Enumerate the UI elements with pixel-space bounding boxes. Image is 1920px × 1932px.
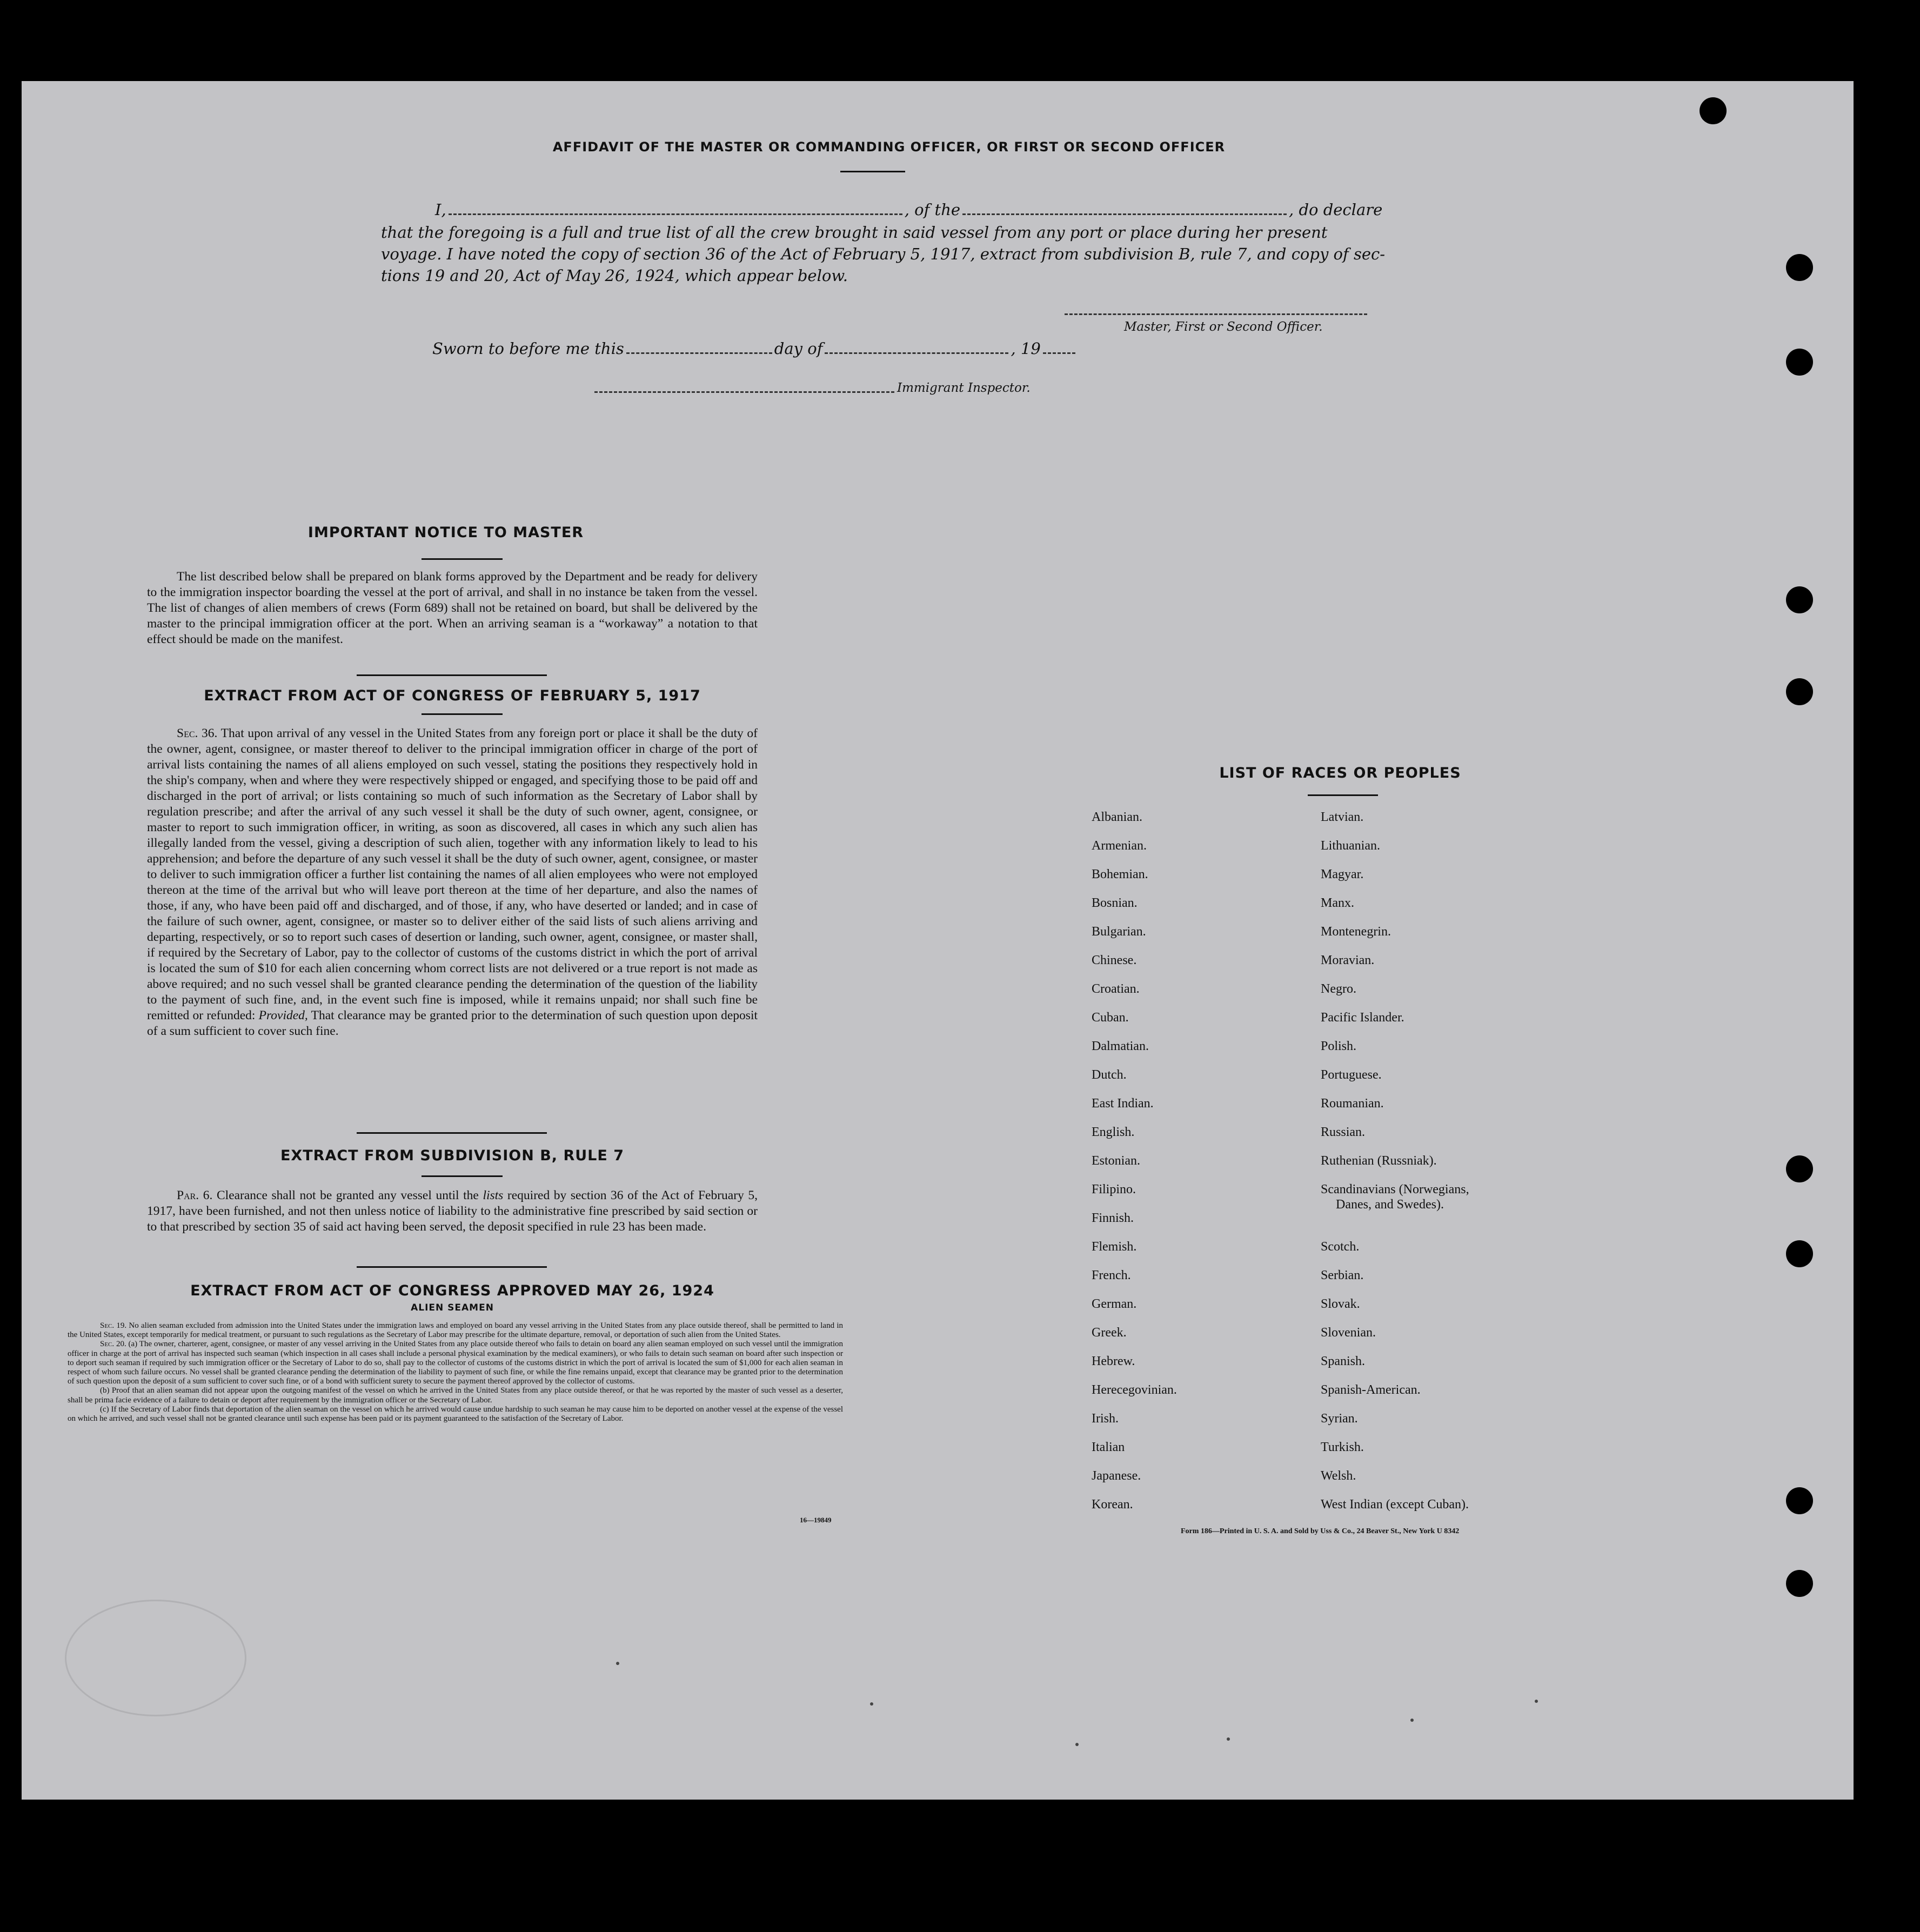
sworn-line xyxy=(432,338,1078,359)
rule-7-end-rule xyxy=(357,1266,547,1268)
rule-7-rule xyxy=(422,1175,503,1177)
notice-body: The list described below shall be prepared on blank forms approved by the Department and be ready for delivery to the immigration inspector boarding the vessel at the port of arrival, and shall in no instance be taken from the vessel. The list of changes of alien members of crews (Form 689) shall not be retained on board, but shall be delivered by the master to the principal immigration officer at the port. When an arriving seaman is a “workaway” a notation to that effect should be made on the manifest. xyxy=(147,570,758,646)
day-of-label: day of xyxy=(774,339,823,358)
race-left-item: Herecegovinian. xyxy=(1092,1383,1177,1397)
par-6-label: Par. 6. xyxy=(177,1188,213,1202)
race-left-item: Bulgarian. xyxy=(1092,925,1146,939)
notice-title: IMPORTANT NOTICE TO MASTER xyxy=(307,524,584,541)
punch-hole xyxy=(1786,1155,1813,1182)
race-right-item: Lithuanian. xyxy=(1321,839,1380,853)
sworn-label: Sworn to before me this xyxy=(432,339,624,358)
race-right-item: Slovenian. xyxy=(1321,1326,1376,1340)
punch-hole xyxy=(1786,1487,1813,1514)
race-right-item: Portuguese. xyxy=(1321,1068,1382,1082)
name-blank xyxy=(449,200,902,215)
race-left-item: Croatian. xyxy=(1092,982,1140,996)
lists-word: lists xyxy=(483,1188,504,1202)
race-right-item: West Indian (except Cuban). xyxy=(1321,1498,1469,1512)
extract-1917-rule xyxy=(422,713,503,715)
extract-1924-body xyxy=(68,1321,843,1423)
race-right-item: Montenegrin. xyxy=(1321,925,1391,939)
race-left-item: Chinese. xyxy=(1092,953,1137,967)
sec-36-text: That upon arrival of any vessel in the United States from any foreign port or place it shall be the duty of the owner, agent, consignee, or master thereof to deliver to the principal immigration officer in charge of the port of arrival lists containing the names of all aliens employed on such vessel, stating the positions they respectively hold in the ship's company, when and where they were respectively shipped or engaged, and specifying those to be paid off and discharged in the port of arrival; or lists containing so much of such information as the Secretary of Labor shall by regulation prescribe; and after the arrival of any such vessel it shall be the duty of such owner, agent, consignee, or master to report to such immigration officer, in writing, as soon as discovered, all cases in which any such alien has illegally landed from the vessel, giving a description of such alien, together with any information likely to lead to his apprehension; and before the departure of any such vessel it shall be the duty of such owner, agent, consignee, or master to deliver to such immigration officer a further list containing the names of all alien employees who were not employed thereon at the time of the arrival but who will leave port thereon at the time of her departure, and also the names of those, if any, who have been paid off and discharged, and of those, if any, who have deserted or landed; and in case of the failure of such owner, agent, consignee, or master so to deliver either of the said lists of such aliens arriving and departing, respectively, or so to report such cases of desertion or landing, such owner, agent, consignee, or master shall, if required by the Secretary of Labor, pay to the collector of customs of the customs district in which the port of arrival is located the sum of $10 for each alien concerning whom correct lists are not delivered or a true report is not made as above required; and no such vessel shall be granted clearance pending the determination of the question of the liability to the payment of such fine, and, in the event such fine is imposed, while it remains unpaid; nor shall such fine be remitted or refunded: xyxy=(147,726,758,1022)
punch-hole xyxy=(1786,254,1813,281)
race-left-item: Dutch. xyxy=(1092,1068,1127,1082)
extract-1924-subtitle: ALIEN SEAMEN xyxy=(411,1302,494,1313)
affidavit-title: AFFIDAVIT OF THE MASTER OR COMMANDING OFFICER, OR FIRST OR SECOND OFFICER xyxy=(552,139,1226,155)
race-left-item: Korean. xyxy=(1092,1498,1133,1512)
race-right-item: Latvian. xyxy=(1321,810,1364,824)
race-left-item: German. xyxy=(1092,1297,1137,1311)
sworn-month-blank xyxy=(825,339,1008,354)
speck xyxy=(1410,1719,1414,1722)
notice-end-rule xyxy=(357,674,547,676)
punch-hole xyxy=(1700,97,1727,124)
sec-20c-paragraph: (c) If the Secretary of Labor finds that deportation of the alien seaman on the vessel on which he arrived would cause undue hardship to such seaman he may cause him to be deported on another vessel at the expense of the vessel on which he arrived, and such vessel shall not be granted clearance until such expense has been paid or its payment guaranteed to the satisfaction of the Secretary of Labor. xyxy=(68,1405,843,1423)
race-right-item: Negro. xyxy=(1321,982,1356,996)
affidavit-line-3: voyage. I have noted the copy of section 36 of the Act of February 5, 1917, extract from subdivision B, rule 7, and copy of sec- xyxy=(381,245,1386,263)
speck xyxy=(1227,1737,1230,1741)
year-label: , 19 xyxy=(1011,339,1041,358)
speck xyxy=(616,1662,619,1665)
faded-stamp xyxy=(65,1600,246,1716)
race-right-item: Polish. xyxy=(1321,1039,1357,1053)
vessel-blank xyxy=(962,200,1287,215)
race-right-item: Syrian. xyxy=(1321,1412,1358,1426)
race-left-item: Flemish. xyxy=(1092,1240,1137,1254)
par-6-text-a: Clearance shall not be granted any vessel until the xyxy=(216,1188,479,1202)
sec-20-label: Sec. 20. xyxy=(100,1340,126,1349)
punch-hole xyxy=(1786,678,1813,705)
race-right-item: Spanish. xyxy=(1321,1354,1366,1368)
affidavit-line-2: that the foregoing is a full and true list of all the crew brought in said vessel from any port or place during her present xyxy=(381,223,1328,242)
i-label: I, xyxy=(435,200,446,219)
race-left-item: French. xyxy=(1092,1268,1131,1282)
race-left-item: Filipino. xyxy=(1092,1182,1136,1196)
race-right-item: Magyar. xyxy=(1321,867,1364,881)
race-right-item: Russian. xyxy=(1321,1125,1366,1139)
sworn-year-blank xyxy=(1043,339,1075,354)
affidavit-line-1 xyxy=(435,199,1397,220)
extract-1917-title: EXTRACT FROM ACT OF CONGRESS OF FEBRUARY 5, 1917 xyxy=(204,687,701,704)
sec-19-paragraph xyxy=(68,1321,843,1340)
affidavit-rule xyxy=(840,171,905,172)
notice-rule xyxy=(422,558,503,560)
race-right-item: Pacific Islander. xyxy=(1321,1011,1404,1025)
par-6-text-b: required by section 36 of the Act of February 5, 1917, have been furnished, and not then unless notice of liability to the administrative fine prescribed by said section or to that prescribed by section 35 of said act having been served, the deposit specified in rule 23 has been made. xyxy=(147,1188,758,1234)
provided-word: Provided, xyxy=(258,1008,308,1022)
race-right-item: Roumanian. xyxy=(1321,1097,1384,1111)
master-caption: Master, First or Second Officer. xyxy=(1124,320,1323,334)
race-left-item: Irish. xyxy=(1092,1412,1119,1426)
speck xyxy=(870,1702,873,1706)
sec-36-label: Sec. 36. xyxy=(177,726,218,740)
sec-19-label: Sec. 19. xyxy=(100,1321,127,1330)
speck xyxy=(1535,1700,1538,1703)
race-left-item: Cuban. xyxy=(1092,1011,1129,1025)
race-left-item: Greek. xyxy=(1092,1326,1127,1340)
sec-19-text: No alien seaman excluded from admission into the United States under the immigration laws and employed on board any vessel arriving in the United States from any place outside thereof, shall be permitted to land in the United States, except temporarily for medical treatment, or pursuant to such regulations as the Secretary of Labor may prescribe for the ultimate departure, removal, or deportation of such alien from the United States. xyxy=(68,1321,843,1340)
races-title: LIST OF RACES OR PEOPLES xyxy=(1219,765,1461,781)
printer-footer: Form 186—Printed in U. S. A. and Sold by Uss & Co., 24 Beaver St., New York U 8342 xyxy=(1181,1527,1460,1535)
race-right-item: Ruthenian (Russniak). xyxy=(1321,1154,1437,1168)
races-left-column xyxy=(1092,810,1177,1526)
of-the-label: , of the xyxy=(904,200,961,219)
race-right-item: Moravian. xyxy=(1321,953,1375,967)
race-left-item: Finnish. xyxy=(1092,1211,1134,1225)
do-declare-label: , do declare xyxy=(1289,200,1383,219)
inspector-signature-line xyxy=(594,391,894,393)
race-right-item: Welsh. xyxy=(1321,1469,1356,1483)
race-right-item: Danes, and Swedes). xyxy=(1336,1198,1444,1212)
rule-7-body xyxy=(147,1188,758,1235)
extract-1917-body xyxy=(147,726,758,1039)
punch-hole xyxy=(1786,1570,1813,1597)
sec-20a-paragraph xyxy=(68,1340,843,1386)
races-rule xyxy=(1308,794,1378,796)
rule-7-title: EXTRACT FROM SUBDIVISION B, RULE 7 xyxy=(280,1147,625,1164)
race-left-item: Bohemian. xyxy=(1092,867,1148,881)
race-right-item: Slovak. xyxy=(1321,1297,1360,1311)
race-left-item: Italian xyxy=(1092,1440,1125,1454)
race-left-item: Japanese. xyxy=(1092,1469,1141,1483)
race-left-item: East Indian. xyxy=(1092,1097,1154,1111)
extract-1924-title: EXTRACT FROM ACT OF CONGRESS APPROVED MAY 26, 1924 xyxy=(190,1282,714,1299)
speck xyxy=(1075,1743,1079,1746)
race-right-item: Scotch. xyxy=(1321,1240,1360,1254)
inspector-caption: Immigrant Inspector. xyxy=(897,381,1031,395)
punch-hole xyxy=(1786,349,1813,376)
race-left-item: Dalmatian. xyxy=(1092,1039,1149,1053)
race-left-item: Hebrew. xyxy=(1092,1354,1135,1368)
affidavit-line-4: tions 19 and 20, Act of May 26, 1924, which appear below. xyxy=(381,266,848,285)
races-right-column xyxy=(1321,810,1469,1526)
race-right-item: Serbian. xyxy=(1321,1268,1364,1282)
race-left-item: English. xyxy=(1092,1125,1135,1139)
race-right-item: Manx. xyxy=(1321,896,1354,910)
race-right-item: Turkish. xyxy=(1321,1440,1364,1454)
sworn-day-blank xyxy=(626,339,772,354)
sec-20a-text: (a) The owner, charterer, agent, consignee, or master of any vessel arriving in the United States from any place outside thereof who fails to detain on board any alien seaman employed on such vessel until the immigration officer in charge at the port of arrival has inspected such seaman (which inspection in all cases shall include a personal physical examination by the medical examiners), or who fails to detain such seaman on board after such inspection or to deport such seaman if required by such immigration officer or the Secretary of Labor to do so, shall pay to the collector of customs of the customs district in which the port of arrival is located the sum of $1,000 for each alien seaman in respect of whom such failure occurs. No vessel shall be granted clearance pending the determination of the liability to payment of such fine, or while the fine remains unpaid, except that clearance may be granted prior to the determination of such question upon the deposit of a sum sufficient to cover such fine, or of a bond with sufficient surety to secure the payment thereof approved by the collector of customs. xyxy=(68,1340,844,1386)
extract-1917-end-rule xyxy=(357,1132,547,1134)
sec-36-tail: That clearance may be granted prior to the determination of such question upon deposit of a sum sufficient to cover such fine. xyxy=(147,1008,758,1038)
form-code: 16—19849 xyxy=(800,1516,832,1524)
punch-hole xyxy=(1786,586,1813,613)
race-left-item: Armenian. xyxy=(1092,839,1147,853)
race-left-item: Bosnian. xyxy=(1092,896,1138,910)
race-left-item: Estonian. xyxy=(1092,1154,1140,1168)
race-right-item: Spanish-American. xyxy=(1321,1383,1421,1397)
race-right-item: Scandinavians (Norwegians, xyxy=(1321,1182,1469,1196)
race-left-item: Albanian. xyxy=(1092,810,1142,824)
master-signature-line xyxy=(1065,313,1367,315)
punch-hole xyxy=(1786,1240,1813,1267)
sec-20b-paragraph: (b) Proof that an alien seaman did not appear upon the outgoing manifest of the vessel on which he arrived in the United States from any place outside thereof, or that he was reported by the master of such vessel as a deserter, shall be prima facie evidence of a failure to detain or deport after requirement by the immigration officer or the Secretary of Labor. xyxy=(68,1386,843,1405)
